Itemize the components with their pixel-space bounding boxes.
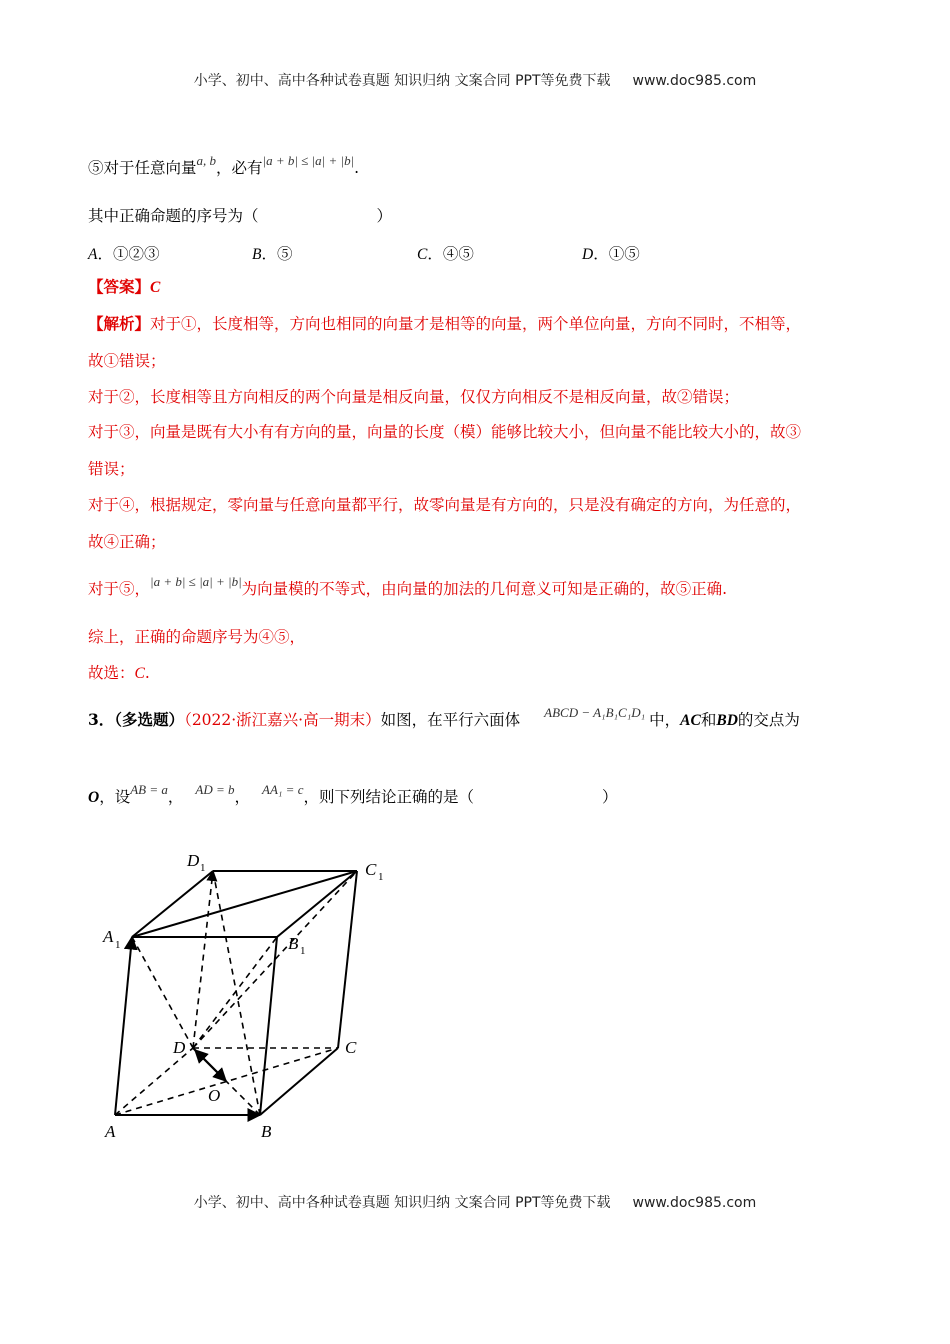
line-a1d [132, 937, 193, 1048]
edge-bc [260, 1048, 338, 1115]
label-o: O [208, 1086, 221, 1105]
analysis-line-2: 故①错误； [88, 352, 166, 370]
answer-value: C [150, 279, 161, 296]
item5-mid: ，必有 [216, 159, 263, 177]
stem-text: 其中正确命题的序号为（ [88, 207, 259, 225]
label-c1: C [365, 860, 377, 879]
edge-ad [115, 1048, 193, 1115]
item5-vars: a, b [196, 153, 217, 168]
analysis-line-7: 故④正确； [88, 533, 166, 551]
option-d: D．①⑤ [582, 245, 640, 263]
item5-end: . [354, 159, 360, 177]
label-d: D [173, 1038, 186, 1057]
analysis-line-3: 对于②，长度相等且方向相反的两个向量是相反向量，仅仅方向相反不是相反向量，故②错误； [88, 388, 740, 406]
line-ob1 [193, 937, 277, 1048]
analysis-line-10: 故选：C. [88, 664, 150, 682]
label-d1: D [187, 851, 200, 870]
label-c: C [345, 1038, 357, 1057]
q3-solid: ABCD − A₁B₁C₁D₁ [544, 705, 646, 720]
item-5-line [88, 153, 360, 179]
stem-close: ） [376, 207, 393, 225]
option-b: B．⑤ [252, 245, 293, 263]
q3-source: （2022·浙江嘉兴·高一期末） [184, 711, 381, 729]
item5-formula: |a + b| ≤ |a| + |b| [262, 153, 355, 168]
label-a1-sub: 1 [115, 939, 121, 951]
page-footer [0, 1192, 950, 1212]
analysis-line-8: 对于⑤，$^{|a + b| \le |a| + |b|}$为向量模的不等式，由向量的加法的几何意义可知是正确的，故⑤正确. [88, 574, 728, 598]
page-header [0, 70, 950, 90]
edge-bb1 [260, 937, 277, 1115]
parallelepiped-figure [95, 845, 395, 1145]
footer-text: 小学、初中、高中各种试卷真题 知识归纳 文案合同 PPT等免费下载 [193, 1195, 611, 1211]
question-stem [88, 206, 392, 226]
analysis-line-4: 对于③，向量是既有大小有有方向的量，向量的长度（模）能够比较大小，但向量不能比较大小的，故③ [88, 423, 802, 441]
q3-type: （多选题） [114, 710, 185, 729]
q3-number: 3． [88, 710, 115, 729]
answer-line [88, 277, 160, 298]
label-b1: B [288, 934, 299, 953]
label-c1-sub: 1 [378, 871, 384, 883]
analysis-line-1: 【解析】对于①，长度相等，方向也相同的向量才是相等的向量，两个单位向量，方向不同时，不相等， [88, 314, 802, 333]
label-b1-sub: 1 [300, 945, 306, 957]
analysis-line-9: 综上，正确的命题序号为④⑤， [88, 628, 306, 646]
analysis-label: 【解析】 [88, 314, 151, 333]
edge-aa1 [115, 937, 132, 1115]
analysis-formula: |a + b| ≤ |a| + |b| [150, 574, 242, 589]
footer-site: www.doc985.com [632, 1195, 757, 1211]
q3-line-1: 3．（多选题）（2022·浙江嘉兴·高一期末）如图，在平行六面体 $^{ABCD - A_1B_1C_1D_1}$ 中，AC和BD的交点为 [88, 705, 800, 729]
edge-dd1 [193, 871, 213, 1048]
option-a: A．①②③ [88, 245, 160, 263]
edge-a1d1 [132, 871, 213, 937]
option-c: C．④⑤ [417, 245, 474, 263]
analysis-line-6: 对于④，根据规定，零向量与任意向量都平行，故零向量是有方向的，只是没有确定的方向，为任意的， [88, 496, 802, 514]
label-a1: A [103, 927, 114, 946]
header-text: 小学、初中、高中各种试卷真题 知识归纳 文案合同 PPT等免费下载 [193, 73, 611, 89]
q3-line-2: O，设$^{AB = a}$， $^{AD = b}$， $^{AA_1 = c}$，则下列结论正确的是（ ） [88, 782, 618, 806]
edge-cc1 [338, 871, 357, 1048]
edge-b1c1 [277, 871, 357, 937]
header-site: www.doc985.com [632, 73, 757, 89]
label-d1-sub: 1 [200, 862, 206, 874]
analysis-line-5: 错误； [88, 460, 135, 478]
label-b: B [261, 1122, 272, 1141]
item5-prefix: ⑤对于任意向量 [88, 159, 197, 177]
diag-a1c1 [132, 871, 357, 937]
answer-label: 【答案】 [88, 277, 151, 296]
label-a: A [105, 1122, 116, 1141]
vec-od [195, 1050, 226, 1081]
